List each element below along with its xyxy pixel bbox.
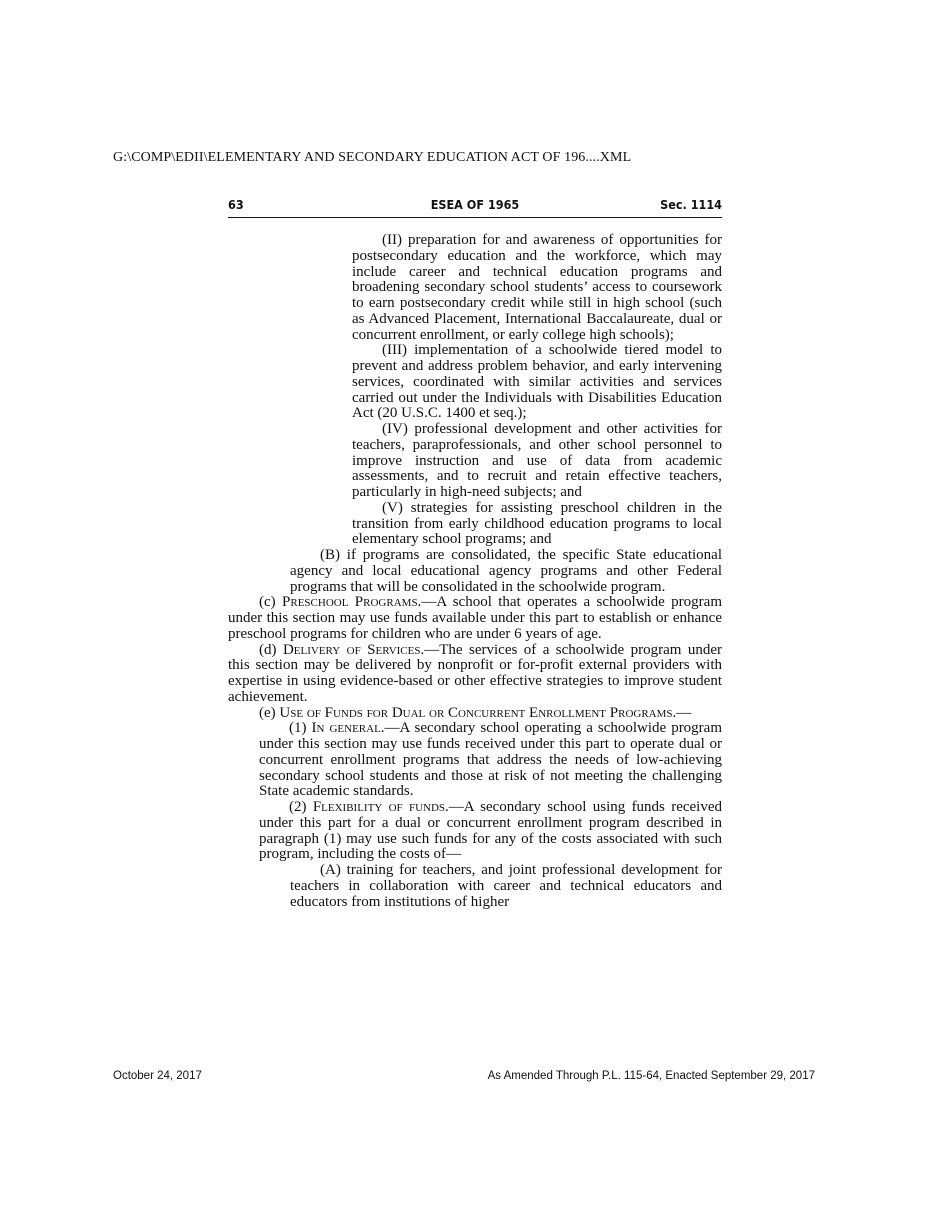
subsection-e-text: — <box>676 704 692 721</box>
file-path: G:\COMP\EDII\ELEMENTARY AND SECONDARY EDUCATION ACT OF 196....XML <box>113 150 632 165</box>
paragraph-2-heading: Flexibility of funds. <box>312 799 449 815</box>
subsection-e-heading: Use of Funds for Dual or Concurrent Enrollment Programs. <box>279 704 677 721</box>
document-body <box>228 233 722 910</box>
subclause-ii: (II) preparation for and awareness of opportunities for postsecondary education and the workforce, which may include career and technical education programs and broadening secondary school students’ access to coursework to earn postsecondary credit while still in high school (such as Advanced Placement, International Baccalaureate, dual or concurrent enrollment, or early college high schools); <box>352 232 722 343</box>
subparagraph-b: (B) if programs are consolidated, the specific State educational agency and local educational agency programs and other Federal programs that will be consolidated in the schoolwide program. <box>290 547 722 595</box>
running-head <box>228 197 722 218</box>
subsection-c-text: —A school that operates a schoolwide program under this section may use funds available under this part to establish or enhance preschool programs for children who are under 6 years of age. <box>228 594 722 642</box>
footer-date: October 24, 2017 <box>113 1070 202 1082</box>
subclause-v: (V) strategies for assisting preschool children in the transition from early childhood education programs to local elementary school programs; and <box>352 499 722 548</box>
paragraph-1-text: —A secondary school operating a schoolwide program under this section may use funds received under this part to operate dual or concurrent enrollment programs that address the needs of low-achieving secondary school students and those at risk of not meeting the challenging State academic standards. <box>259 720 723 800</box>
subsection-d-heading: Delivery of Services. <box>282 641 425 658</box>
subsection-d <box>228 643 722 706</box>
paragraph-1 <box>228 721 722 800</box>
subsection-d-text: —The services of a schoolwide program under this section may be delivered by nonprofit or for-profit external providers with expertise in using evidence-based or other effective strategies to improve student achievement. <box>228 641 722 705</box>
section-number: Sec. 1114 <box>660 197 722 212</box>
act-title: ESEA OF 1965 <box>430 197 520 212</box>
paragraph-2 <box>228 800 722 863</box>
paragraph-2-text: —A secondary school using funds received under this part for a dual or concurrent enrollment program described in paragraph (1) may use such funds for any of the costs associated with such program, including the costs of— <box>259 799 723 863</box>
subsection-c-label: (c) <box>259 594 276 611</box>
subsection-e-label: (e) <box>259 704 276 721</box>
subparagraph-a: (A) training for teachers, and joint professional development for teachers in collaboration with career and technical educators and educators from institutions of higher <box>290 862 722 910</box>
subsection-d-label: (d) <box>259 641 277 658</box>
subclause-iv: (IV) professional development and other activities for teachers, paraprofessionals, and other school personnel to improve instruction and use of data from academic assessments, and to recruit and retain effective teachers, particularly in high-need subjects; and <box>352 421 722 500</box>
subsection-c-heading: Preschool Programs. <box>282 594 422 611</box>
subsection-e <box>228 706 722 722</box>
subclause-iii: (III) implementation of a schoolwide tiered model to prevent and address problem behavior, and early intervening services, coordinated with similar activities and services carried out under the Individuals with Disabilities Education Act (20 U.S.C. 1400 et seq.); <box>352 342 722 422</box>
paragraph-2-label: (2) <box>289 799 307 815</box>
subsection-c <box>228 595 722 642</box>
footer-amendment-note: As Amended Through P.L. 115-64, Enacted September 29, 2017 <box>487 1070 815 1082</box>
page-number: 63 <box>228 197 244 212</box>
paragraph-1-heading: In general. <box>311 720 385 737</box>
paragraph-1-label: (1) <box>289 720 307 737</box>
